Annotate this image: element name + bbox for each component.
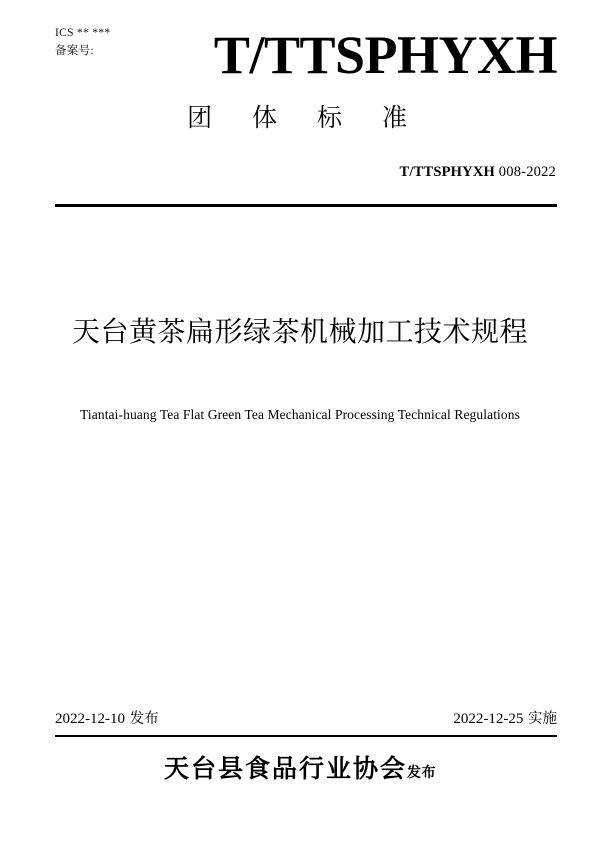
standard-number — [400, 162, 556, 182]
issue-date — [55, 707, 159, 731]
document-title-english: Tiantai-huang Tea Flat Green Tea Mechanical Processing Technical Regulations — [80, 407, 520, 422]
publisher-line — [0, 752, 600, 786]
header-divider-rule — [55, 204, 557, 207]
standard-number-suffix: 008-2022 — [494, 164, 556, 180]
issue-date-label: 发布 — [125, 711, 159, 727]
standard-number-prefix: T/TTSPHYXH — [399, 164, 495, 180]
issue-date-value: 2022-12-10 — [55, 711, 125, 727]
standard-category-label: 团 体 标 准 — [187, 103, 423, 132]
effective-date-label: 实施 — [523, 711, 557, 727]
publisher-name: 天台县食品行业协会 — [163, 754, 407, 783]
standard-organization-code: T/TTSPHYXH — [213, 25, 557, 85]
ics-code: ICS ** *** — [55, 27, 111, 39]
document-title-chinese: 天台黄茶扁形绿茶机械加工技术规程 — [71, 315, 528, 348]
publisher-suffix: 发布 — [407, 765, 436, 781]
footer-divider-rule — [55, 735, 557, 737]
footer-dates — [55, 707, 557, 733]
record-number-label: 备案号: — [55, 45, 94, 57]
ics-info — [55, 24, 205, 60]
effective-date — [453, 707, 557, 731]
header-block — [55, 22, 557, 202]
effective-date-value: 2022-12-25 — [453, 711, 524, 727]
